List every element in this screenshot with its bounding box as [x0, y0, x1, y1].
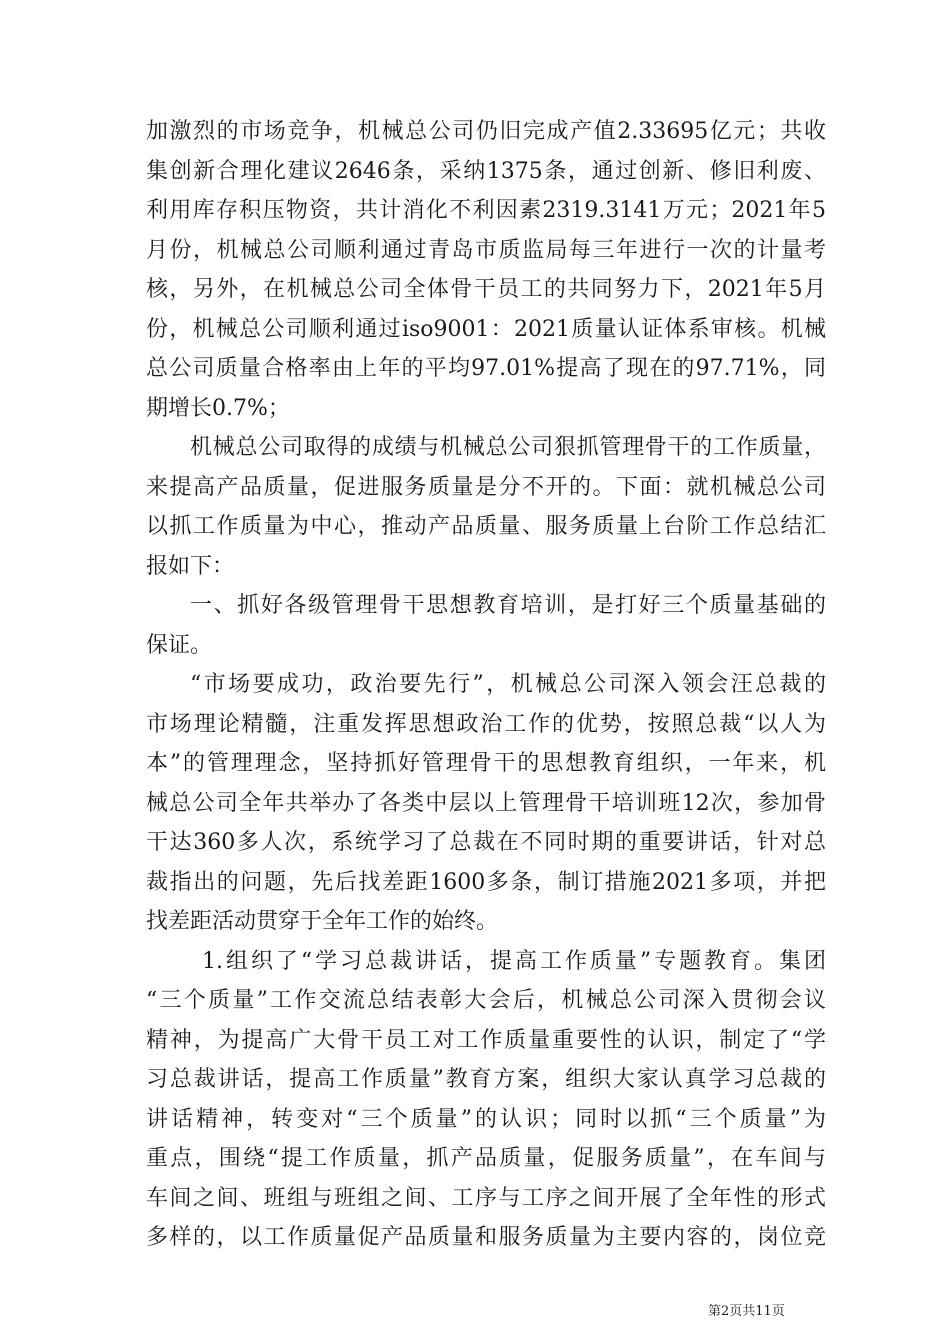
text-line: 期增长0.7%； — [146, 395, 290, 421]
text-line: 份，机械总公司顺利通过iso9001：2021质量认证体系审核。机械 — [146, 316, 826, 342]
text-line: 械总公司全年共举办了各类中层以上管理骨干培训班12次，参加骨 — [146, 790, 826, 816]
text-line: 机械总公司取得的成绩与机械总公司狠抓管理骨干的工作质量， — [190, 435, 826, 460]
text-line: 精神，为提高广大骨干员工对工作质量重要性的认识，制定了“学 — [146, 1027, 826, 1053]
page-number-footer: 第2页共11页 — [708, 1304, 785, 1319]
text-line: 来提高产品质量，促进服务质量是分不开的。下面：就机械总公司 — [146, 474, 826, 500]
text-line: 集创新合理化建议2646条，采纳1375条，通过创新、修旧利废、 — [146, 158, 826, 184]
paragraph-item-1 — [146, 942, 826, 1258]
text-line: 车间之间、班组与班组之间、工序与工序之间开展了全年性的形式 — [146, 1185, 826, 1211]
text-line: 核，另外，在机械总公司全体骨干员工的共同努力下，2021年5月 — [146, 277, 826, 302]
text-line: 重点，围绕“提工作质量，抓产品质量，促服务质量”，在车间与 — [146, 1146, 826, 1171]
text-line: 月份，机械总公司顺利通过青岛市质监局每三年进行一次的计量考 — [146, 237, 826, 263]
text-line: 本”的管理理念，坚持抓好管理骨干的思想教育组织，一年来，机 — [146, 751, 826, 776]
text-line: 以抓工作质量为中心，推动产品质量、服务质量上台阶工作总结汇 — [146, 514, 826, 539]
text-line: 利用库存积压物资，共计消化不利因素2319.3141万元；2021年5 — [146, 198, 826, 223]
text-line: 一、抓好各级管理骨干思想教育培训，是打好三个质量基础的 — [190, 593, 826, 618]
paragraph-political-work — [146, 665, 826, 942]
text-line: 裁指出的问题，先后找差距1600多条，制订措施2021多项，并把 — [146, 869, 826, 895]
text-line: 保证。 — [146, 632, 213, 658]
text-line: “市场要成功，政治要先行”，机械总公司深入领会汪总裁的 — [190, 672, 826, 697]
text-line: 找差距活动贯穿于全年工作的始终。 — [146, 909, 499, 934]
text-line: “三个质量”工作交流总结表彰大会后，机械总公司深入贯彻会议 — [146, 988, 826, 1013]
paragraph-introduction — [146, 428, 826, 586]
text-line: 报如下： — [146, 553, 235, 579]
text-line: 干达360多人次，系统学习了总裁在不同时期的重要讲话，针对总 — [146, 830, 826, 855]
document-body — [146, 112, 826, 1258]
text-line: 总公司质量合格率由上年的平均97.01%提高了现在的97.71%，同 — [146, 356, 826, 381]
text-line: 1.组织了“学习总裁讲话，提高工作质量”专题教育。集团 — [202, 948, 826, 974]
section-heading-1 — [146, 586, 826, 665]
text-line: 市场理论精髓，注重发挥思想政治工作的优势，按照总裁“以人为 — [146, 711, 826, 737]
text-line: 多样的，以工作质量促产品质量和服务质量为主要内容的，岗位竞 — [146, 1225, 826, 1250]
text-line: 习总裁讲话，提高工作质量”教育方案，组织大家认真学习总裁的 — [146, 1067, 826, 1092]
paragraph-results-summary — [146, 112, 826, 428]
text-line: 加激烈的市场竞争，机械总公司仍旧完成产值2.33695亿元；共收 — [146, 119, 826, 144]
text-line: 讲话精神，转变对“三个质量”的认识；同时以抓“三个质量”为 — [146, 1106, 826, 1132]
